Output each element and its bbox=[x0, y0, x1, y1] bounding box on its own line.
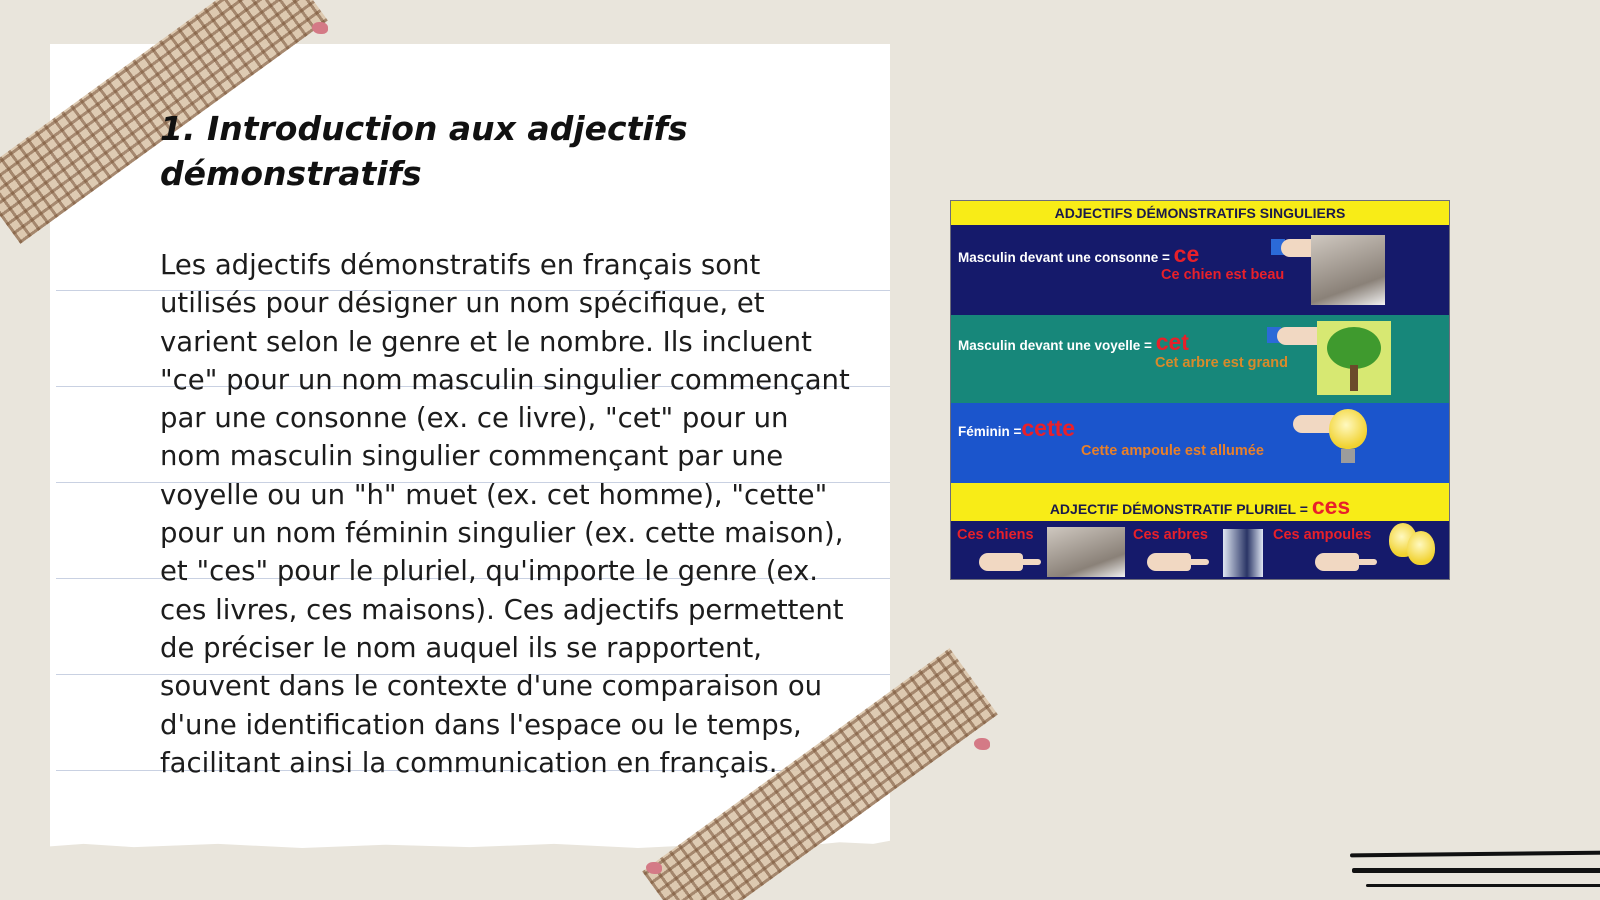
plural-example: Ces arbres bbox=[1133, 527, 1208, 543]
row-label: Masculin devant une consonne = ce bbox=[958, 241, 1200, 267]
plural-example: Ces chiens bbox=[957, 527, 1034, 543]
row-example: Ce chien est beau bbox=[1161, 267, 1285, 283]
pin-decoration bbox=[974, 738, 990, 750]
chart-row-cette bbox=[951, 403, 1449, 483]
plural-word: ces bbox=[1311, 493, 1351, 519]
trees-picture bbox=[1223, 529, 1263, 577]
row-label: Féminin =cette bbox=[958, 415, 1076, 441]
dog-picture bbox=[1311, 235, 1385, 305]
pointing-hand-icon bbox=[1315, 553, 1359, 571]
chart-plural-header: ADJECTIF DÉMONSTRATIF PLURIEL = ces bbox=[951, 483, 1449, 521]
pointing-hand-icon bbox=[1147, 553, 1191, 571]
pointing-hand-icon bbox=[1277, 327, 1321, 345]
chart-row-ces bbox=[951, 521, 1449, 580]
row-example: Cette ampoule est allumée bbox=[1081, 443, 1264, 459]
bulbs-picture bbox=[1407, 531, 1435, 565]
pin-decoration bbox=[312, 22, 328, 34]
brush-stroke bbox=[1352, 868, 1600, 873]
tree-picture bbox=[1317, 321, 1391, 395]
brush-stroke bbox=[1366, 884, 1600, 887]
slide-title: 1. Introduction aux adjectifs démonstratifs bbox=[160, 109, 688, 193]
pin-decoration bbox=[646, 862, 662, 874]
plural-example: Ces ampoules bbox=[1273, 527, 1372, 543]
row-word: cette bbox=[1021, 415, 1076, 441]
row-word: ce bbox=[1173, 241, 1200, 267]
dogs-picture bbox=[1047, 527, 1125, 577]
slide-body: Les adjectifs démonstratifs en français sont utilisés pour désigner un nom spécifique, et varient selon le genre et le nombre. Ils incluent "ce" pour un nom masculin singulier commençant par une consonne (ex. ce livre), "cet" pour un nom masculin singulier commençant par une voyelle ou un "h" muet (ex. cet homme), "cette" pour un nom féminin singulier (ex. cette maison), et "ces" pour le pluriel, qu'importe le genre (ex. ces livres, ces maisons). Ces adjectifs permettent de préciser le nom auquel ils se rapportent, souvent dans le contexte d'une comparaison ou d'une identification dans l'espace ou le temps, facilitant ainsi la communication en français. bbox=[160, 249, 850, 779]
chart-row-cet bbox=[951, 315, 1449, 403]
chart-row-ce bbox=[951, 225, 1449, 315]
brush-stroke bbox=[1350, 851, 1600, 858]
bulb-base bbox=[1341, 449, 1355, 463]
chart-header: ADJECTIFS DÉMONSTRATIFS SINGULIERS bbox=[951, 201, 1449, 225]
row-example: Cet arbre est grand bbox=[1155, 355, 1288, 371]
row-word: cet bbox=[1155, 329, 1189, 355]
pointing-hand-icon bbox=[979, 553, 1023, 571]
light-bulb-picture bbox=[1329, 409, 1367, 449]
row-label: Masculin devant une voyelle = cet bbox=[958, 329, 1189, 355]
demonstratives-chart-image bbox=[950, 200, 1450, 580]
